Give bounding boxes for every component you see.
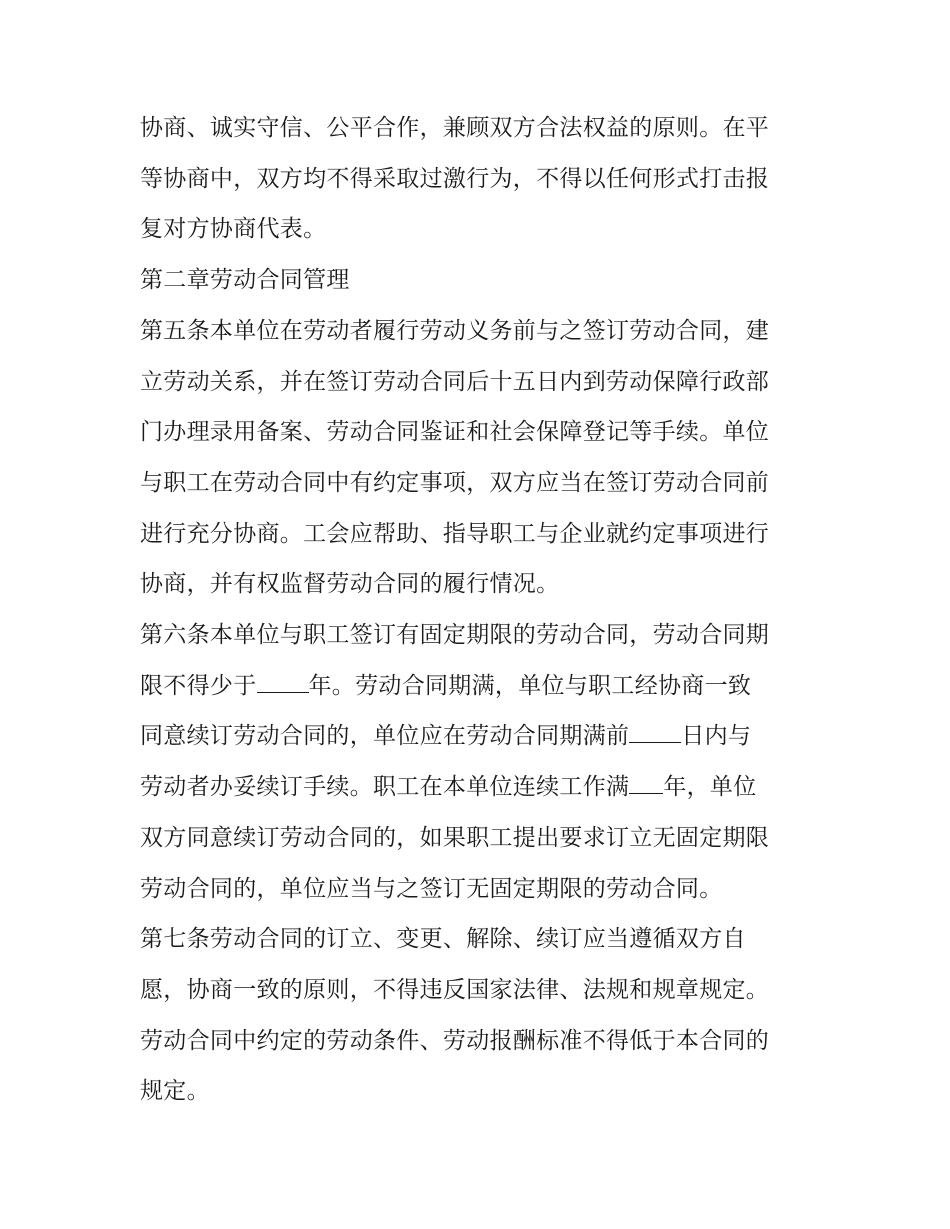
text-line: 协商，并有权监督劳动合同的履行情况。 bbox=[140, 571, 560, 598]
text-line: 立劳动关系，并在签订劳动合同后十五日内到劳动保障行政部 bbox=[140, 368, 770, 395]
article-7-paragraph bbox=[140, 914, 815, 1117]
chapter-title: 第二章劳动合同管理 bbox=[140, 267, 350, 294]
text-segment: 年，单位 bbox=[663, 774, 757, 801]
text-line: 协商、诚实守信、公平合作，兼顾双方合法权益的原则。在平 bbox=[140, 115, 770, 141]
text-line: 第五条本单位在劳动者履行劳动义务前与之签订劳动合同，建 bbox=[140, 317, 770, 344]
fill-in-blank-days bbox=[629, 722, 681, 743]
document-body bbox=[140, 103, 815, 1117]
fill-in-blank-service-years bbox=[629, 773, 663, 794]
text-line: 愿，协商一致的原则，不得违反国家法律、法规和规章规定。 bbox=[140, 976, 770, 1003]
text-line: 规定。 bbox=[140, 1078, 210, 1105]
article-5-paragraph bbox=[140, 306, 815, 610]
text-line bbox=[140, 711, 815, 762]
text-line: 与职工在劳动合同中有约定事项，双方应当在签订劳动合同前 bbox=[140, 469, 770, 496]
text-line bbox=[140, 661, 815, 712]
text-segment: 同意续订劳动合同的，单位应在劳动合同期满前 bbox=[140, 723, 630, 750]
text-line: 劳动合同中约定的劳动条件、劳动报酬标准不得低于本合同的 bbox=[140, 1027, 770, 1054]
intro-continued-paragraph bbox=[140, 103, 815, 255]
text-line: 门办理录用备案、劳动合同鉴证和社会保障登记等手续。单位 bbox=[140, 419, 770, 446]
article-6-paragraph bbox=[140, 610, 815, 914]
text-segment: 年。劳动合同期满，单位与职工经协商一致 bbox=[308, 672, 752, 699]
text-segment: 限不得少于 bbox=[140, 672, 257, 699]
text-line: 进行充分协商。工会应帮助、指导职工与企业就约定事项进行 bbox=[140, 520, 770, 547]
text-line bbox=[140, 762, 815, 813]
text-line: 第七条劳动合同的订立、变更、解除、续订应当遵循双方自 bbox=[140, 926, 746, 953]
text-line: 双方同意续订劳动合同的，如果职工提出要求订立无固定期限 bbox=[140, 824, 770, 851]
text-line: 复对方协商代表。 bbox=[140, 216, 327, 243]
text-line: 第六条本单位与职工签订有固定期限的劳动合同，劳动合同期 bbox=[140, 622, 770, 649]
text-segment: 劳动者办妥续订手续。职工在本单位连续工作满 bbox=[140, 774, 630, 801]
fill-in-blank-years bbox=[257, 672, 309, 693]
text-line: 等协商中，双方均不得采取过激行为，不得以任何形式打击报 bbox=[140, 165, 770, 192]
text-segment: 日内与 bbox=[681, 723, 752, 750]
chapter-heading bbox=[140, 255, 815, 306]
text-line: 劳动合同的，单位应当与之签订无固定期限的劳动合同。 bbox=[140, 875, 723, 902]
